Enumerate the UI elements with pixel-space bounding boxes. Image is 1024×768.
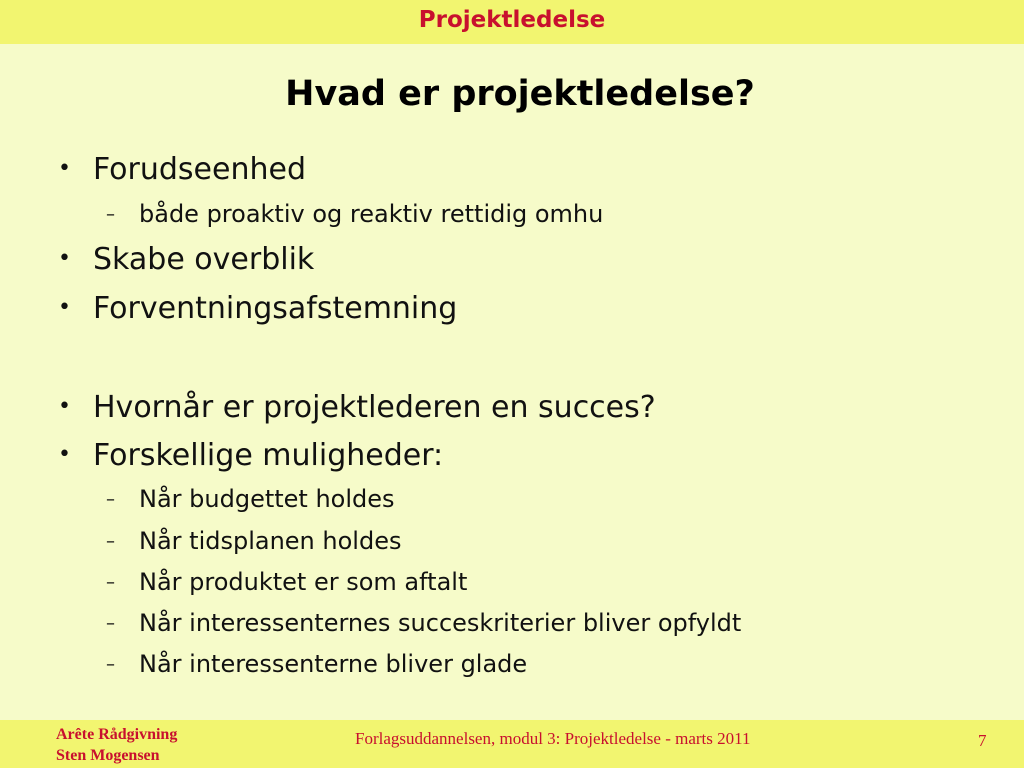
sub-bullet-text: Når tidsplanen holdes: [139, 527, 402, 555]
bullet-item: [58, 241, 314, 278]
sub-bullet-item: [106, 649, 527, 680]
dash-icon: –: [106, 489, 115, 510]
bullet-text: Forskellige muligheder:: [93, 438, 444, 473]
bullet-dot-icon: •: [58, 442, 71, 467]
bullet-text: Forudseenhed: [93, 152, 307, 187]
bullet-dot-icon: •: [58, 394, 71, 419]
footer-company: Arête Rådgivning: [56, 726, 178, 743]
footer-author: [56, 724, 177, 766]
page-number: 7: [978, 731, 987, 750]
bullet-item: [58, 389, 656, 426]
sub-bullet-item: [106, 567, 467, 598]
bullet-item: [58, 437, 443, 474]
sub-bullet-text: Når interessenternes succeskriterier bliver opfyldt: [139, 609, 742, 637]
bullet-dot-icon: •: [58, 156, 71, 181]
bullet-text: Forventningsafstemning: [93, 291, 458, 326]
sub-bullet-item: [106, 608, 741, 639]
bullet-item: [58, 290, 457, 327]
sub-bullet-text: Når produktet er som aftalt: [139, 568, 468, 596]
sub-bullet-item: [106, 199, 603, 230]
dash-icon: –: [106, 572, 115, 593]
footer-band: [0, 720, 1024, 768]
dash-icon: –: [106, 204, 115, 225]
bullet-dot-icon: •: [58, 246, 71, 271]
dash-icon: –: [106, 531, 115, 552]
bullet-text: Skabe overblik: [93, 242, 315, 277]
header-title: Projektledelse: [418, 7, 606, 33]
bullet-item: [58, 151, 306, 188]
slide-title: Hvad er projektledelse?: [285, 74, 755, 114]
footer-name: Sten Mogensen: [56, 747, 160, 764]
footer-course: Forlagsuddannelsen, modul 3: Projektledelse - marts 2011: [355, 729, 751, 748]
dash-icon: –: [106, 654, 115, 675]
sub-bullet-text: Når interessenterne bliver glade: [139, 650, 528, 678]
bullet-text: Hvornår er projektlederen en succes?: [93, 390, 656, 425]
bullet-dot-icon: •: [58, 295, 71, 320]
sub-bullet-text: Når budgettet holdes: [139, 485, 395, 513]
sub-bullet-item: [106, 526, 401, 557]
sub-bullet-text: både proaktiv og reaktiv rettidig omhu: [139, 200, 604, 228]
dash-icon: –: [106, 613, 115, 634]
sub-bullet-item: [106, 484, 395, 515]
